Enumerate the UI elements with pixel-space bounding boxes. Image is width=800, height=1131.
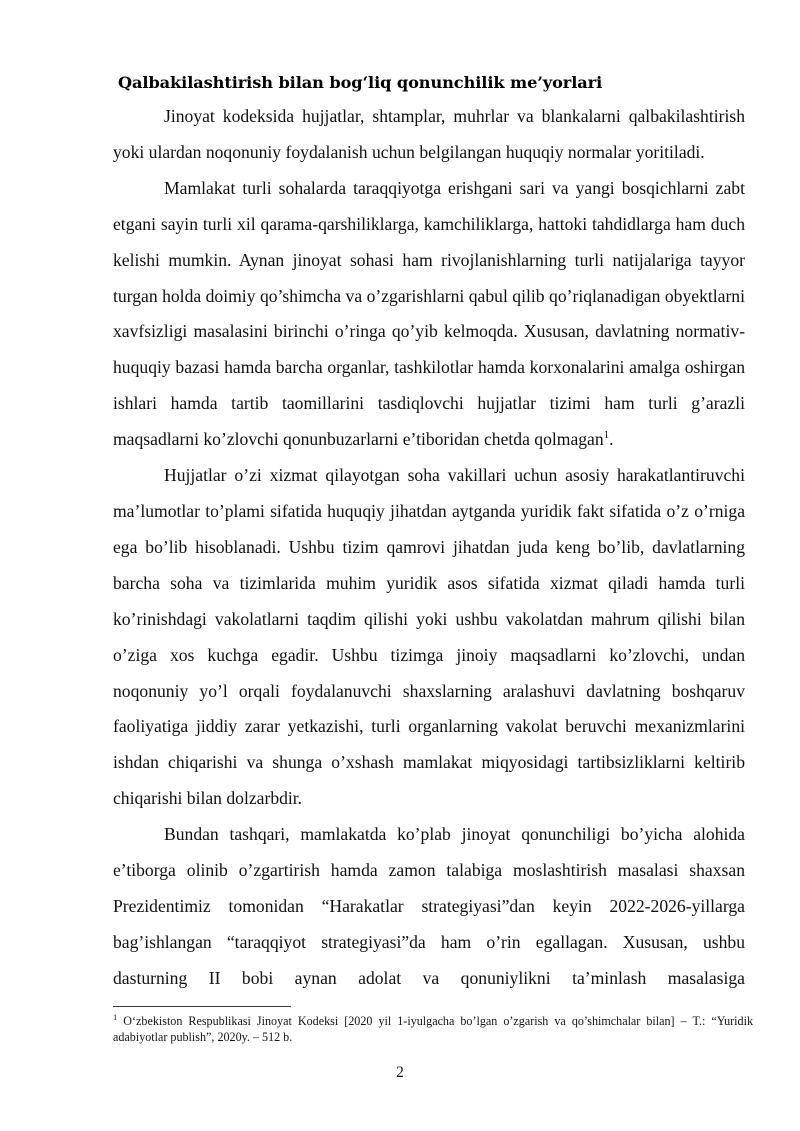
page-title: Qalbakilashtirish bilan bog‘liq qonunchilik me’yorlari [118, 73, 603, 92]
footnote-1-text: O‘zbekiston Respublikasi Jinoyat Kodeksi [2020 yil 1-iyulgacha bo’lgan o’zgarish va qo’shimchalar bilan] – T.: “Yuridik adabiyotlar publish”, 2020y. – 512 b. [113, 1014, 753, 1045]
body-paragraph-4: Bundan tashqari, mamlakatda ko’plab jinoyat qonunchiligi bo’yicha alohida e’tiborga olinib o’zgartirish hamda zamon talabiga moslashtirish masalasi shaxsan Prezidentimiz tomonidan “Harakatlar strategiyasi”dan keyin 2022-2026-yillarga bag’ishlangan “taraqqiyot strategiyasi”da ham o’rin egallagan. Xususan, ushbu dasturning II bobi aynan adolat va qonuniylikni ta’minlash masalasiga [113, 824, 745, 988]
body-paragraph-2-tail: . [609, 429, 614, 450]
body-paragraph-1: Jinoyat kodeksida hujjatlar, shtamplar, muhrlar va blankalarni qalbakilashtirish yoki ulardan noqonuniy foydalanish uchun belgilangan huquqiy normalar yoritiladi. [113, 106, 745, 162]
body-paragraph-2 [113, 171, 745, 458]
body-paragraph-2-text: Mamlakat turli sohalarda taraqqiyotga erishgani sari va yangi bosqichlarni zabt etgani sayin turli xil qarama-qarshiliklarga, kamchiliklarga, hattoki tahdidlarga ham duch kelishi mumkin. Aynan jinoyat sohasi ham rivojlanishlarning turli natijalariga tayyor turgan holda doimiy qo’shimcha va o’zgarishlarni qabul qilib qo’riqlanadigan obyektlarni xavfsizligi masalasini birinchi o’ringa qo’yib kelmoqda. Xususan, davlatning normativ-huquqiy bazasi hamda barcha organlar, tashkilotlar hamda korxonalarini amalga oshirgan ishlari hamda tartib taomillarini tasdiqlovchi hujjatlar tizimi ham turli g’arazli maqsadlarni ko’zlovchi qonunbuzarlarni e’tiboridan chetda qolmagan [113, 177, 745, 450]
footnote-reference-1[interactable]: 1 [603, 429, 610, 442]
footnote-separator-rule [113, 1006, 291, 1007]
footnote-marker-1: 1 [113, 1011, 118, 1022]
page-content [113, 72, 745, 1033]
page-number: 2 [396, 1064, 404, 1081]
footnote-1 [113, 1013, 753, 1045]
footnote-area [113, 1006, 753, 1045]
body-paragraph-3: Hujjatlar o’zi xizmat qilayotgan soha vakillari uchun asosiy harakatlantiruvchi ma’lumotlar to’plami sifatida huquqiy jihatdan aytganda yuridik fakt sifatida o’z o’rniga ega bo’lib hisoblanadi. Ushbu tizim qamrovi jihatdan juda keng bo’lib, davlatlarning barcha soha va tizimlarida muhim yuridik asos sifatida xizmat qiladi hamda turli ko’rinishdagi vakolatlarni taqdim qilishi yoki ushbu vakolatdan mahrum qilishi bilan o’ziga xos kuchga egadir. Ushbu tizimga jinoiy maqsadlarni ko’zlovchi, undan noqonuniy yo’l orqali foydalanuvchi shaxslarning aralashuvi davlatning boshqaruv faoliyatiga jiddiy zarar yetkazishi, turli organlarning vakolat beruvchi mexanizmlarini ishdan chiqarishi va shunga o’xshash mamlakat miqyosidagi tartibsizliklarni keltirib chiqarishi bilan dolzarbdir. [113, 465, 745, 809]
